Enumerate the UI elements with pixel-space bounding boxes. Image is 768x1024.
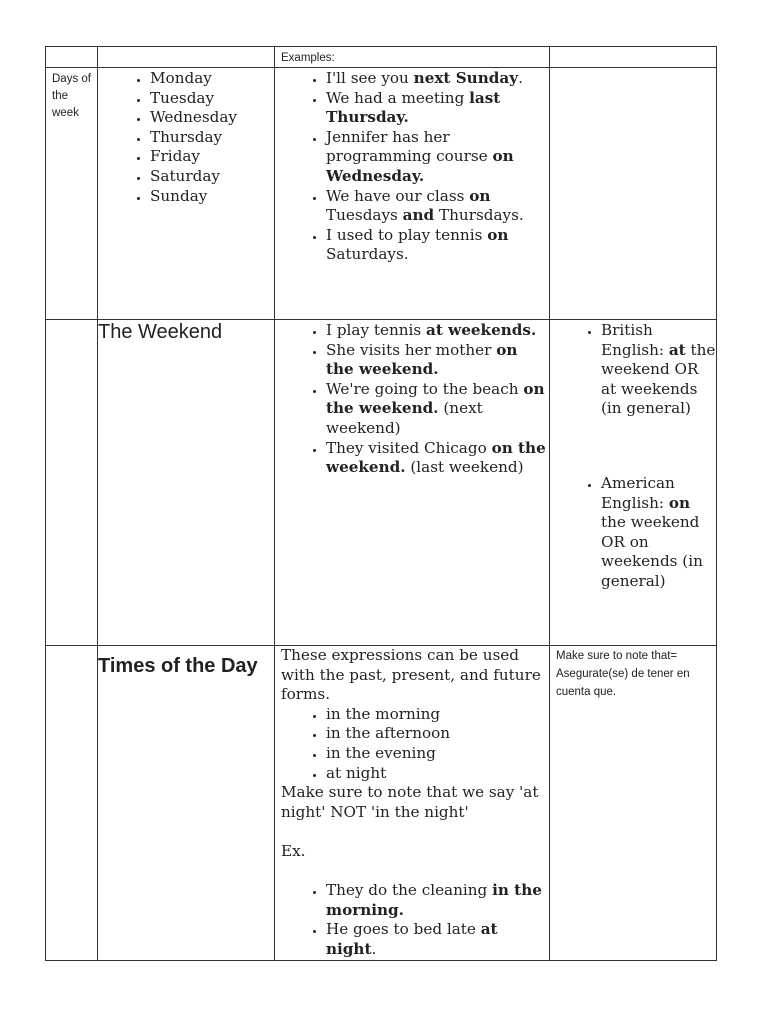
example-item: • Jennifer has her programming course on Wednesday. — [326, 128, 549, 187]
header-cell-empty-1 — [46, 47, 98, 68]
examples-header: Examples: — [275, 47, 550, 68]
header-cell-empty-2 — [98, 47, 275, 68]
example-item: • She visits her mother on the weekend. — [326, 341, 549, 380]
day-item: • Monday — [150, 69, 274, 89]
day-item: • Wednesday — [150, 108, 274, 128]
time-item: • at night — [326, 764, 549, 784]
times-content-cell — [275, 646, 550, 961]
example-item: • I'll see you next Sunday. — [326, 69, 549, 89]
day-item: • Sunday — [150, 187, 274, 207]
example-item: • We had a meeting last Thursday. — [326, 89, 549, 128]
weekend-examples-list — [275, 320, 549, 478]
days-list — [98, 68, 274, 206]
example-item: • I used to play tennis on Saturdays. — [326, 226, 549, 265]
times-label-empty — [46, 646, 98, 961]
example-item: • He goes to bed late at night. — [326, 920, 549, 959]
days-cell — [98, 68, 275, 320]
weekend-label-empty — [46, 320, 98, 646]
note-item: • American English: on the weekend OR on weekends (in general) — [601, 474, 716, 592]
weekend-notes-list — [550, 320, 716, 419]
header-cell-empty-4 — [550, 47, 717, 68]
times-title: Times of the Day — [98, 646, 275, 961]
weekend-examples-cell — [275, 320, 550, 646]
day-item: • Saturday — [150, 167, 274, 187]
days-notes-cell-empty — [550, 68, 717, 320]
times-examples-list — [275, 881, 549, 959]
example-item: • They visited Chicago on the weekend. (last weekend) — [326, 439, 549, 478]
grammar-table — [45, 46, 717, 961]
ex-label: Ex. — [281, 841, 306, 860]
time-item: • in the evening — [326, 744, 549, 764]
header-row — [46, 47, 717, 68]
weekend-notes-cell — [550, 320, 717, 646]
example-item: • We're going to the beach on the weekend. (next weekend) — [326, 380, 549, 439]
note-item: • British English: at the weekend OR at weekends (in general) — [601, 321, 716, 419]
example-item: • I play tennis at weekends. — [326, 321, 549, 341]
days-examples-cell — [275, 68, 550, 320]
times-list — [275, 705, 549, 783]
weekend-row — [46, 320, 717, 646]
days-examples-list — [275, 68, 549, 265]
times-row — [46, 646, 717, 961]
times-side-note: Make sure to note that= Asegurate(se) de tener en cuenta que. — [550, 646, 717, 961]
example-item: • We have our class on Tuesdays and Thursdays. — [326, 187, 549, 226]
days-of-week-label: Days of the week — [46, 68, 98, 320]
times-note: Make sure to note that we say 'at night' NOT 'in the night' — [281, 783, 539, 821]
day-item: • Tuesday — [150, 89, 274, 109]
times-intro: These expressions can be used with the past, present, and future forms. — [281, 646, 541, 704]
time-item: • in the morning — [326, 705, 549, 725]
days-row — [46, 68, 717, 320]
example-item: • They do the cleaning in the morning. — [326, 881, 549, 920]
day-item: • Thursday — [150, 128, 274, 148]
day-item: • Friday — [150, 147, 274, 167]
weekend-title: The Weekend — [98, 320, 275, 646]
weekend-notes-list-2 — [550, 474, 716, 592]
time-item: • in the afternoon — [326, 724, 549, 744]
